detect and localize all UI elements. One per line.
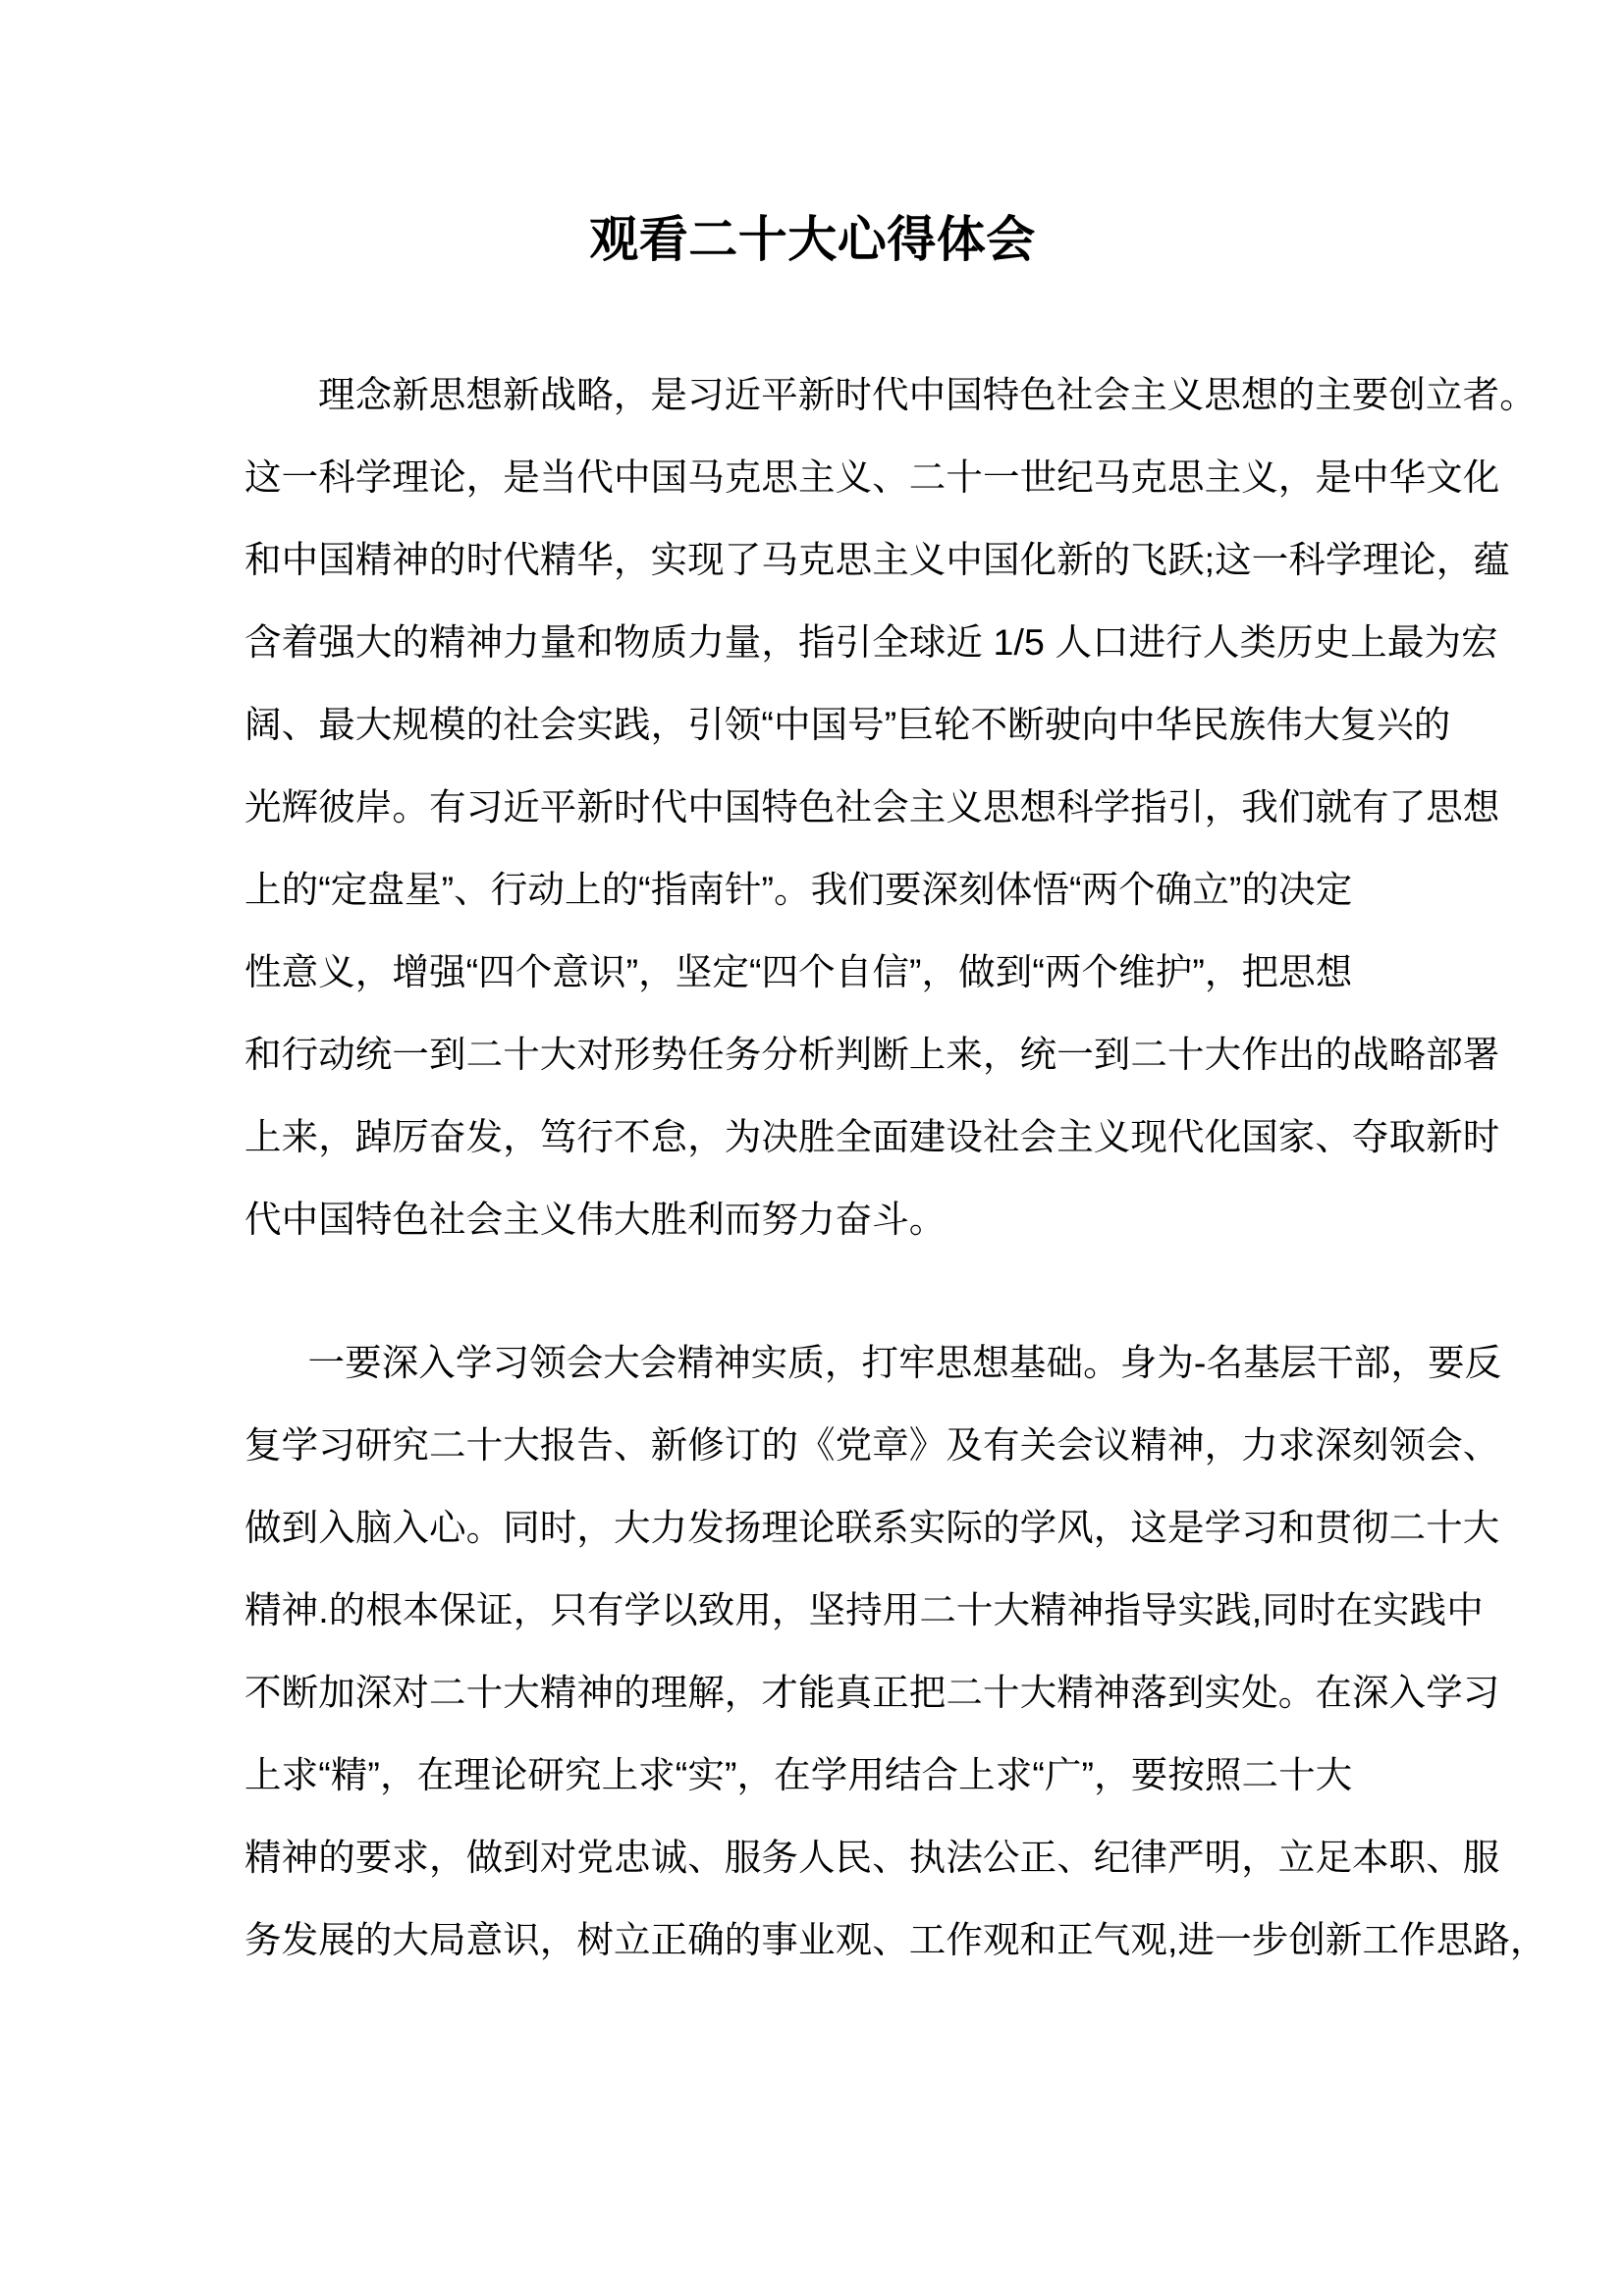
text-line: 含着强大的精神力量和物质力量，指引全球近 1/5 人口进行人类历史上最为宏 xyxy=(244,621,1498,663)
paragraph-1 xyxy=(244,353,1537,1260)
document-body xyxy=(244,0,1547,1981)
text-line: 代中国特色社会主义伟大胜利而努力奋斗。 xyxy=(244,1199,947,1240)
text-line: 这一科学理论，是当代中国马克思主义、二十一世纪马克思主义，是中华文化 xyxy=(244,456,1500,498)
page-title: 观看二十大心得体会 xyxy=(589,212,1036,267)
text-line: 和中国精神的时代精华，实现了马克思主义中国化新的飞跃;这一科学理论，蕴 xyxy=(244,539,1510,580)
text-line: 性意义，增强“四个意识”，坚定“四个自信”，做到“两个维护”，把思想 xyxy=(244,951,1353,992)
text-line: 上来，踔厉奋发，笃行不怠，为决胜全面建设社会主义现代化国家、夺取新时 xyxy=(244,1116,1500,1157)
text-line: 阔、最大规模的社会实践，引领“中国号”巨轮不断驶向中华民族伟大复兴的 xyxy=(244,704,1451,745)
text-line: 上的“定盘星”、行动上的“指南针”。我们要深刻体悟“两个确立”的决定 xyxy=(244,869,1353,910)
text-line: 精神的要求，做到对党忠诚、服务人民、执法公正、纪律严明，立足本职、服 xyxy=(244,1837,1500,1878)
text-line: 和行动统一到二十大对形势任务分析判断上来，统一到二十大作出的战略部署 xyxy=(244,1034,1500,1075)
text-line: 不断加深对二十大精神的理解，才能真正把二十大精神落到实处。在深入学习 xyxy=(244,1672,1500,1713)
text-line: 上求“精”，在理论研究上求“实”，在学用结合上求“广”，要按照二十大 xyxy=(244,1754,1353,1795)
text-line: 一要深入学习领会大会精神实质，打牢思想基础。身为-名基层干部，要反 xyxy=(307,1342,1502,1383)
text-line: 复学习研究二十大报告、新修订的《党章》及有关会议精神，力求深刻领会、 xyxy=(244,1424,1500,1466)
text-line: 精神.的根本保证，只有学以致用，坚持用二十大精神指导实践,同时在实践中 xyxy=(244,1589,1484,1630)
text-line: 光辉彼岸。有习近平新时代中国特色社会主义思想科学指引，我们就有了思想 xyxy=(244,786,1500,828)
text-line: 做到入脑入心。同时，大力发扬理论联系实际的学风，这是学习和贯彻二十大 xyxy=(244,1507,1500,1548)
paragraph-2 xyxy=(244,1321,1547,1981)
text-line: 理念新思想新战略，是习近平新时代中国特色社会主义思想的主要创立者。 xyxy=(318,374,1537,415)
text-line: 务发展的大局意识，树立正确的事业观、工作观和正气观,进一步创新工作思路， xyxy=(244,1919,1547,1960)
